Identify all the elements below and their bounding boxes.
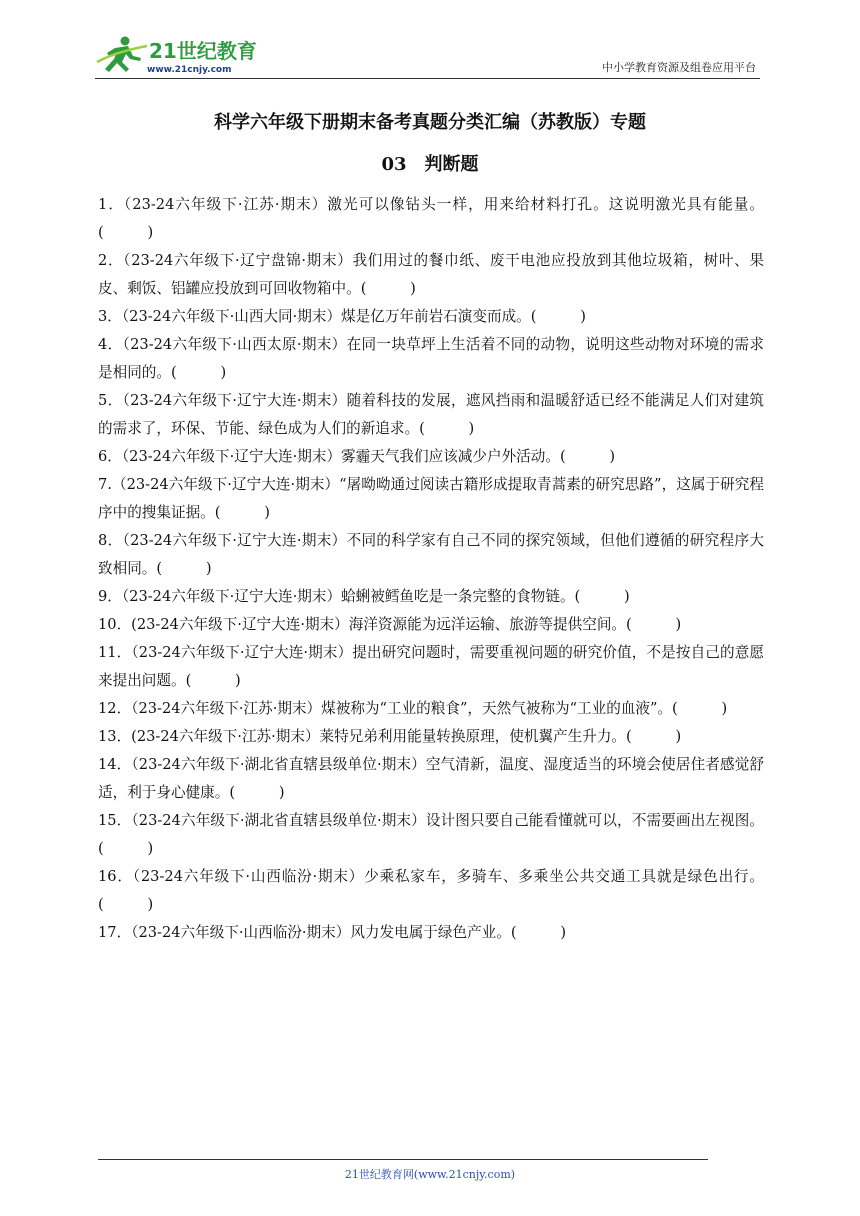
logo-text: 21世纪教育 [149,39,257,63]
logo-url: www.21cnjy.com [147,65,232,75]
footer-link[interactable]: 21世纪教育网(www.21cnjy.com) [344,1168,516,1181]
question-list [98,191,764,947]
question-item: 10．(23-24六年级下·辽宁大连·期末）海洋资源能为远洋运输、旅游等提供空间。( ) [98,616,682,633]
question-item: 16．（23-24六年级下·山西临汾·期末）少乘私家车，多骑车、多乘坐公共交通工具就是绿色出行。( ) [98,868,764,913]
question-item: 8．（23-24六年级下·辽宁大连·期末）不同的科学家有自己不同的探究领域，但他们遵循的研究程序大致相同。( ) [98,532,764,577]
document-subtitle: 03 判断题 [381,154,479,175]
question-item: 1．（23-24六年级下·江苏·期末）激光可以像钻头一样，用来给材料打孔。这说明激光具有能量。( ) [98,196,764,241]
page-header [95,30,760,79]
question-item: 12．（23-24六年级下·江苏·期末）煤被称为“工业的粮食”，天然气被称为“工业的血液”。( ) [98,700,728,717]
question-item: 5．（23-24六年级下·辽宁大连·期末）随着科技的发展，遮风挡雨和温暖舒适已经不能满足人们对建筑的需求了，环保、节能、绿色成为人们的新追求。( ) [98,392,764,437]
question-item: 6．（23-24六年级下·辽宁大连·期末）雾霾天气我们应该减少户外活动。( ) [98,448,616,465]
question-item: 7.（23-24六年级下·辽宁大连·期末）“屠呦呦通过阅读古籍形成提取青蒿素的研究思路”，这属于研究程序中的搜集证据。( ) [98,476,764,521]
document-title: 科学六年级下册期末备考真题分类汇编（苏教版）专题 [214,112,646,133]
question-item: 4．（23-24六年级下·山西太原·期末）在同一块草坪上生活着不同的动物，说明这些动物对环境的需求是相同的。( ) [98,336,764,381]
platform-label: 中小学教育资源及组卷应用平台 [602,61,756,74]
question-item: 2．（23-24六年级下·辽宁盘锦·期末）我们用过的餐巾纸、废干电池应投放到其他垃圾箱，树叶、果皮、剩饭、铝罐应投放到可回收物箱中。( ) [98,252,764,297]
question-item: 15．（23-24六年级下·湖北省直辖县级单位·期末）设计图只要自己能看懂就可以，不需要画出左视图。( ) [98,812,764,857]
question-item: 14．（23-24六年级下·湖北省直辖县级单位·期末）空气清新，温度、湿度适当的环境会使居住者感觉舒适，利于身心健康。( ) [98,756,764,801]
question-item: 3．（23-24六年级下·山西大同·期末）煤是亿万年前岩石演变而成。( ) [98,308,586,325]
site-logo [95,32,265,76]
question-item: 11．（23-24六年级下·辽宁大连·期末）提出研究问题时，需要重视问题的研究价值，不是按自己的意愿来提出问题。( ) [98,644,764,689]
question-item: 17．（23-24六年级下·山西临汾·期末）风力发电属于绿色产业。( ) [98,924,567,941]
question-item: 9．（23-24六年级下·辽宁大连·期末）蛤蜊被鳕鱼吃是一条完整的食物链。( ) [98,588,630,605]
question-item: 13．(23-24六年级下·江苏·期末）莱特兄弟利用能量转换原理，使机翼产生升力。( ) [98,728,682,745]
runner-icon [97,37,147,73]
footer-divider [98,1159,708,1160]
